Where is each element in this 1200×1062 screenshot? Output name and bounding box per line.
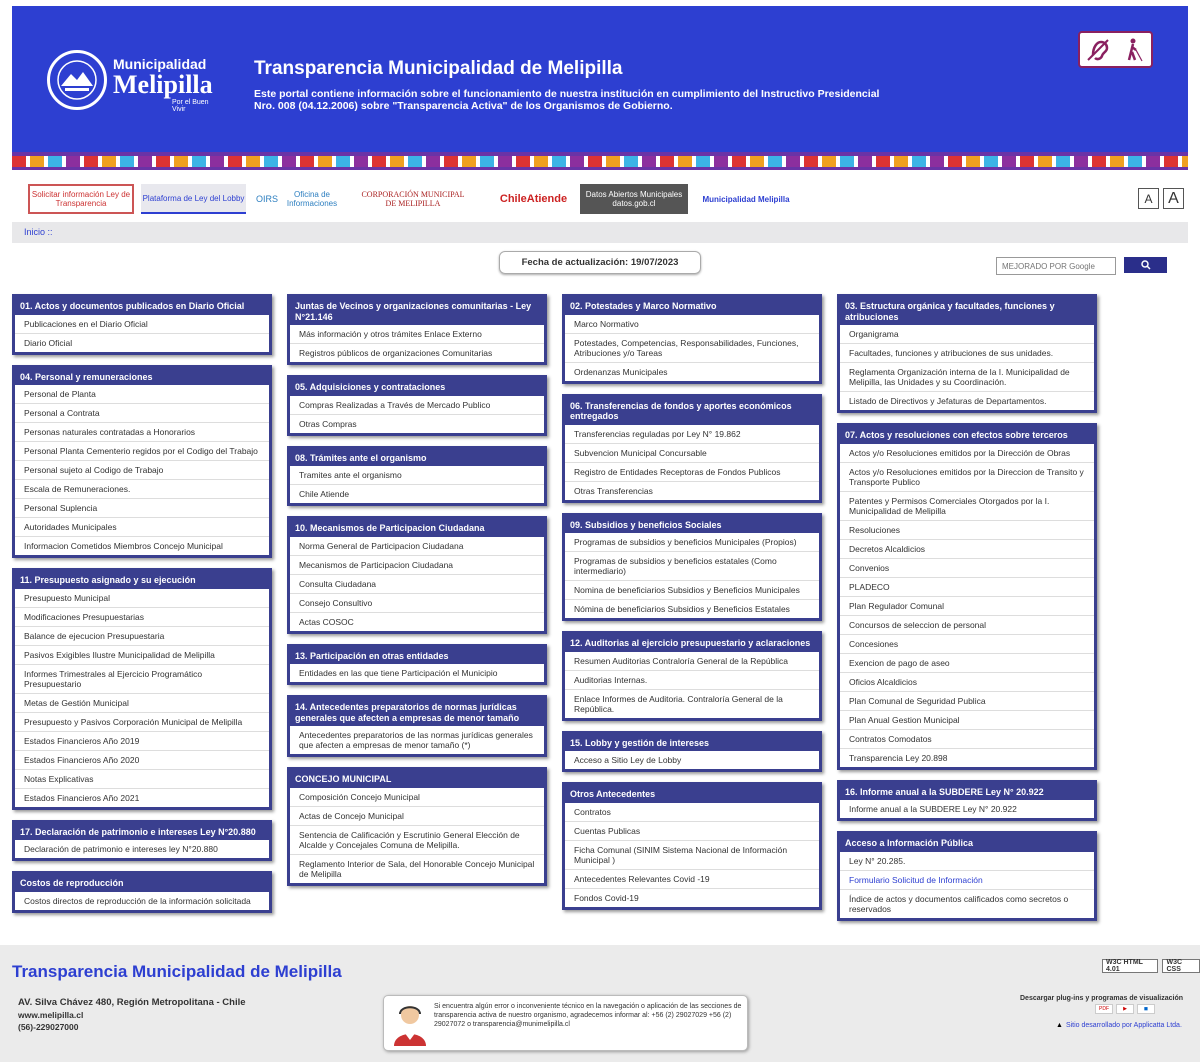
section-title: 04. Personal y remuneraciones [15, 368, 269, 386]
page-description: Este portal contiene información sobre el funcionamiento de nuestra institución en cumplimiento del Instructivo Presidencial Nro. 008 (04.12.2006) sobre "Transparencia Activa" de los Organismos de Gobierno. [254, 88, 880, 112]
section-title: 02. Potestades y Marco Normativo [565, 297, 819, 315]
section-link[interactable]: Programas de subsidios y beneficios estatales (Como intermediario) [565, 552, 819, 581]
section-link[interactable]: Publicaciones en el Diario Oficial [15, 315, 269, 334]
section-link[interactable]: Pasivos Exigibles Ilustre Municipalidad de Melipilla [15, 646, 269, 665]
datos-url: datos.gob.cl [612, 199, 656, 208]
section-box [837, 831, 1097, 921]
section-link[interactable]: Nómina de beneficiarios Subsidios y Beneficios Estatales [574, 604, 790, 614]
section-link[interactable]: Personal sujeto al Codigo de Trabajo [15, 461, 269, 480]
section-title: 07. Actos y resoluciones con efectos sobre terceros [840, 426, 1094, 444]
section-link[interactable]: Escala de Remuneraciones. [15, 480, 269, 499]
corporacion-label: CORPORACIÓN MUNICIPAL DE MELIPILLA [361, 190, 465, 208]
section-title: CONCEJO MUNICIPAL [290, 770, 544, 788]
section-link[interactable]: Balance de ejecucion Presupuestaria [15, 627, 269, 646]
section-link[interactable]: Ficha Comunal (SINIM Sistema Nacional de Información Municipal ) [565, 841, 819, 870]
section-link[interactable]: Personal Suplencia [15, 499, 269, 518]
section-link[interactable]: Más información y otros trámites Enlace Externo [290, 325, 544, 344]
section-box [562, 731, 822, 773]
section-link[interactable]: Cuentas Publicas [565, 822, 819, 841]
developer-label: Sitio desarrollado por Applicatta Ltda. [1065, 1022, 1182, 1029]
section-link[interactable]: Ordenanzas Municipales [574, 366, 668, 377]
w3c-badges [1102, 959, 1200, 973]
decorative-stripe [12, 155, 1188, 167]
oirs-short-label: OIRS [256, 193, 279, 204]
section-link[interactable]: Antecedentes preparatorios de las normas jurídicas generales que afecten a empresas de menor tamaño (*) [299, 730, 533, 750]
section-title: 03. Estructura orgánica y facultades, funciones y atribuciones [840, 297, 1094, 325]
section-link[interactable]: Índice de actos y documentos calificados como secretos o reservados [849, 893, 1069, 914]
datos-abiertos-link[interactable] [580, 184, 688, 214]
section-link[interactable]: Patentes y Permisos Comerciales Otorgados por la I. Municipalidad de Melipilla [840, 492, 1094, 521]
section-box [837, 423, 1097, 770]
section-link[interactable]: Norma General de Participacion Ciudadana [290, 537, 544, 556]
page-title: Transparencia Municipalidad de Melipilla [254, 58, 623, 79]
support-agent-icon [392, 1002, 428, 1046]
section-link[interactable]: Fondos Covid-19 [574, 892, 639, 903]
section-link[interactable]: Organigrama [840, 325, 1094, 344]
section-title: 11. Presupuesto asignado y su ejecución [15, 571, 269, 589]
section-link[interactable]: Programas de subsidios y beneficios Municipales (Propios) [565, 533, 819, 552]
section-link[interactable]: Notas Explicativas [15, 770, 269, 789]
section-title: 17. Declaración de patrimonio e intereses Ley N°20.880 [15, 823, 269, 841]
plugin-icons [1095, 1004, 1155, 1014]
solicitar-label: Solicitar información Ley de Transparencia [31, 190, 131, 208]
muni-label: Municipalidad Melipilla [702, 194, 790, 204]
section-title: 10. Mecanismos de Participacion Ciudadana [290, 519, 544, 537]
section-link[interactable]: Concursos de seleccion de personal [840, 616, 1094, 635]
section-link[interactable]: Personal a Contrata [15, 404, 269, 423]
section-link[interactable]: Actas COSOC [299, 616, 354, 627]
column-4 [837, 294, 1097, 931]
header-banner [12, 6, 1188, 170]
section-link[interactable]: Metas de Gestión Municipal [15, 694, 269, 713]
section-link[interactable]: Informacion Cometidos Miembros Concejo Municipal [24, 541, 223, 551]
section-link[interactable]: Actos y/o Resoluciones emitidos por la Direccion de Transito y Transporte Publico [840, 463, 1094, 492]
section-link[interactable]: Nomina de beneficiarios Subsidios y Beneficios Municipales [565, 581, 819, 600]
section-title: 09. Subsidios y beneficios Sociales [565, 516, 819, 534]
section-title: 05. Adquisiciones y contrataciones [290, 378, 544, 396]
search-icon [1141, 260, 1151, 270]
section-link[interactable]: Otras Transferencias [574, 485, 653, 496]
section-box [562, 513, 822, 622]
section-link[interactable]: Oficios Alcaldicios [840, 673, 1094, 692]
section-title: 15. Lobby y gestión de intereses [565, 734, 819, 752]
section-box [287, 695, 547, 757]
section-link[interactable]: Modificaciones Presupuestarias [15, 608, 269, 627]
visually-impaired-icon [1120, 37, 1146, 63]
section-link[interactable]: Subvencion Municipal Concursable [565, 444, 819, 463]
logo-line-1: Municipalidad [113, 56, 207, 72]
section-box [287, 767, 547, 886]
pattern-edge-bottom [12, 167, 1188, 170]
font-increase-button[interactable]: A [1163, 188, 1184, 209]
section-link[interactable]: Sentencia de Calificación y Escrutinio General Elección de Alcalde y Concejales Comuna de Melipilla. [290, 826, 544, 855]
w3c-html-badge[interactable]: W3C HTML 4.01 [1102, 959, 1158, 973]
section-link[interactable]: Potestades, Competencias, Responsabilidades, Funciones, Atribuciones y/o Tareas [565, 334, 819, 363]
datos-label: Datos Abiertos Municipales [585, 190, 683, 199]
flash-player-icon[interactable]: ▶ [1116, 1004, 1134, 1014]
column-3 [562, 294, 822, 920]
section-link[interactable]: Concesiones [840, 635, 1094, 654]
section-title: Acceso a Información Pública [840, 834, 1094, 852]
support-notice-text: Si encuentra algún error o inconveniente técnico en la navegación o aplicación de las secciones de transparencia activa de nuestro organismo, agradecemos informar al: +56 (2) 29027029 +56 (2) 29027072 o transparencia@munimelipilla.cl [434, 1003, 742, 1028]
breadcrumb-home[interactable]: Inicio :: [24, 227, 53, 237]
section-link[interactable]: Ley N° 20.285. [840, 852, 1094, 871]
column-1 [12, 294, 272, 923]
section-box [287, 516, 547, 634]
section-link[interactable]: Antecedentes Relevantes Covid -19 [565, 870, 819, 889]
section-link[interactable]: Auditorias Internas. [565, 671, 819, 690]
section-box [12, 820, 272, 862]
section-box [287, 644, 547, 686]
section-title: 01. Actos y documentos publicados en Diario Oficial [15, 297, 269, 315]
section-link[interactable]: Entidades en las que tiene Participación el Municipio [299, 668, 498, 678]
office-viewer-icon[interactable]: ◼ [1137, 1004, 1155, 1014]
section-link[interactable]: Plan Anual Gestion Municipal [840, 711, 1094, 730]
section-box [287, 375, 547, 436]
section-link[interactable]: Tramites ante el organismo [290, 466, 544, 485]
section-link[interactable]: Acceso a Sitio Ley de Lobby [574, 755, 682, 765]
acrobat-reader-icon[interactable]: PDF [1095, 1004, 1113, 1014]
section-box [287, 446, 547, 507]
section-title: Otros Antecedentes [565, 785, 819, 803]
search-button[interactable] [1124, 257, 1167, 273]
section-box [562, 394, 822, 503]
section-link[interactable]: Reglamento Interior de Sala, del Honorable Concejo Municipal de Melipilla [299, 858, 535, 879]
section-link[interactable]: Contratos [565, 803, 819, 822]
section-box [12, 568, 272, 810]
section-link[interactable]: Presupuesto y Pasivos Corporación Municipal de Melipilla [15, 713, 269, 732]
search-input[interactable] [996, 257, 1116, 275]
municipal-logo[interactable] [47, 46, 217, 116]
solicitar-informacion-link[interactable] [28, 184, 134, 214]
section-link[interactable]: Resoluciones [840, 521, 1094, 540]
section-link[interactable]: Contratos Comodatos [840, 730, 1094, 749]
section-link[interactable]: Personal de Planta [15, 385, 269, 404]
section-title: 06. Transferencias de fondos y aportes económicos entregados [565, 397, 819, 425]
footer-website[interactable]: www.melipilla.cl [18, 1010, 84, 1020]
logo-tagline: Por el Buen Vivir [172, 99, 209, 113]
municipalidad-link[interactable] [694, 184, 798, 214]
section-link[interactable]: Marco Normativo [565, 315, 819, 334]
section-link[interactable]: Listado de Directivos y Jefaturas de Departamentos. [849, 396, 1047, 406]
section-title: 14. Antecedentes preparatorios de normas jurídicas generales que afecten a empresas de menor tamaño [290, 698, 544, 726]
section-title: Costos de reproducción [15, 874, 269, 892]
section-link[interactable]: Actas de Concejo Municipal [290, 807, 544, 826]
section-link[interactable]: Costos directos de reproducción de la información solicitada [24, 895, 251, 906]
section-box [562, 782, 822, 910]
section-box [12, 365, 272, 559]
section-link[interactable]: Estados Financieros Año 2019 [15, 732, 269, 751]
section-link[interactable]: Informe anual a la SUBDERE Ley N° 20.922 [849, 804, 1017, 814]
developer-logo-icon: ▲ [1056, 1022, 1063, 1029]
section-link[interactable]: Diario Oficial [24, 337, 73, 348]
lobby-label: Plataforma de Ley del Lobby [142, 193, 245, 203]
oirs-label: Oficina de Informaciones [286, 190, 338, 208]
pattern-edge-top [12, 152, 1188, 156]
section-box [12, 871, 272, 913]
section-link[interactable]: Estados Financieros Año 2021 [24, 792, 140, 803]
support-notice [383, 995, 748, 1051]
ley-lobby-link[interactable] [141, 184, 246, 214]
section-link[interactable]: Facultades, funciones y atribuciones de sus unidades. [840, 344, 1094, 363]
section-box [562, 294, 822, 384]
section-link[interactable]: Enlace Informes de Auditoria. Contraloría General de la República. [574, 693, 783, 714]
section-link[interactable]: Decretos Alcaldicios [840, 540, 1094, 559]
partner-links [28, 184, 908, 216]
section-title: 08. Trámites ante el organismo [290, 449, 544, 467]
logo-line-2: Melipilla [113, 70, 213, 99]
section-box [287, 294, 547, 365]
section-link[interactable]: Formulario Solicitud de Información [840, 871, 1094, 890]
section-link[interactable]: Consejo Consultivo [290, 594, 544, 613]
section-link[interactable]: Estados Financieros Año 2020 [15, 751, 269, 770]
oirs-link[interactable] [256, 184, 342, 214]
section-link[interactable]: Consulta Ciudadana [290, 575, 544, 594]
section-link[interactable]: Transferencias reguladas por Ley N° 19.862 [565, 425, 819, 444]
column-2 [287, 294, 547, 896]
section-link[interactable]: PLADECO [840, 578, 1094, 597]
section-link[interactable]: Mecanismos de Participacion Ciudadana [290, 556, 544, 575]
footer-address: AV. Silva Chávez 480, Región Metropolitana - Chile [18, 997, 246, 1008]
section-link[interactable]: Presupuesto Municipal [15, 589, 269, 608]
section-link[interactable]: Exencion de pago de aseo [840, 654, 1094, 673]
section-link[interactable]: Registros públicos de organizaciones Comunitarias [299, 348, 493, 358]
accessibility-icons[interactable] [1078, 31, 1153, 68]
font-decrease-button[interactable]: A [1138, 188, 1159, 209]
section-box [12, 294, 272, 355]
section-link[interactable]: Informes Trimestrales al Ejercicio Programático Presupuestario [15, 665, 269, 694]
developer-credit[interactable] [1056, 1022, 1182, 1029]
section-link[interactable]: Transparencia Ley 20.898 [849, 752, 948, 763]
hearing-impaired-icon [1085, 37, 1111, 63]
section-link[interactable]: Personal Planta Cementerio regidos por el Codigo del Trabajo [15, 442, 269, 461]
section-link[interactable]: Chile Atiende [299, 489, 350, 499]
section-link[interactable]: Composición Concejo Municipal [290, 788, 544, 807]
section-box [562, 631, 822, 721]
footer-title: Transparencia Municipalidad de Melipilla [12, 962, 342, 981]
corporacion-link[interactable] [358, 184, 468, 214]
section-link[interactable]: Personas naturales contratadas a Honorarios [15, 423, 269, 442]
section-link[interactable]: Actos y/o Resoluciones emitidos por la Dirección de Obras [840, 444, 1094, 463]
section-link[interactable]: Autoridades Municipales [15, 518, 269, 537]
section-box [837, 294, 1097, 413]
section-link[interactable]: Otras Compras [299, 418, 357, 429]
section-link[interactable]: Registro de Entidades Receptoras de Fondos Publicos [565, 463, 819, 482]
footer-phone: (56)-229027000 [18, 1022, 79, 1032]
section-link[interactable]: Plan Regulador Comunal [840, 597, 1094, 616]
font-size-controls [1138, 188, 1184, 209]
section-link[interactable]: Compras Realizadas a Través de Mercado Publico [290, 396, 544, 415]
chile-atiende-label: ChileAtiende [499, 192, 568, 205]
seal-icon [47, 50, 107, 110]
section-box [837, 780, 1097, 822]
footer [0, 945, 1200, 1062]
chile-atiende-link[interactable] [495, 184, 572, 214]
section-link[interactable]: Declaración de patrimonio e intereses ley N°20.880 [24, 844, 218, 854]
section-title: 16. Informe anual a la SUBDERE Ley N° 20.922 [840, 783, 1094, 801]
update-date: Fecha de actualización: 19/07/2023 [499, 251, 701, 274]
w3c-css-badge[interactable]: W3C CSS [1162, 959, 1200, 973]
section-link[interactable]: Reglamenta Organización interna de la I. Municipalidad de Melipilla, las Unidades y su Coordinación. [840, 363, 1094, 392]
section-title: 13. Participación en otras entidades [290, 647, 544, 665]
plugins-label: Descargar plug-ins y programas de visualización [1020, 995, 1183, 1002]
breadcrumb [12, 222, 1188, 243]
section-title: 12. Auditorias al ejercicio presupuestario y aclaraciones [565, 634, 819, 652]
section-link[interactable]: Resumen Auditorias Contraloría General de la República [565, 652, 819, 671]
section-title: Juntas de Vecinos y organizaciones comunitarias - Ley N°21.146 [290, 297, 544, 325]
section-link[interactable]: Convenios [840, 559, 1094, 578]
section-link[interactable]: Plan Comunal de Seguridad Publica [840, 692, 1094, 711]
